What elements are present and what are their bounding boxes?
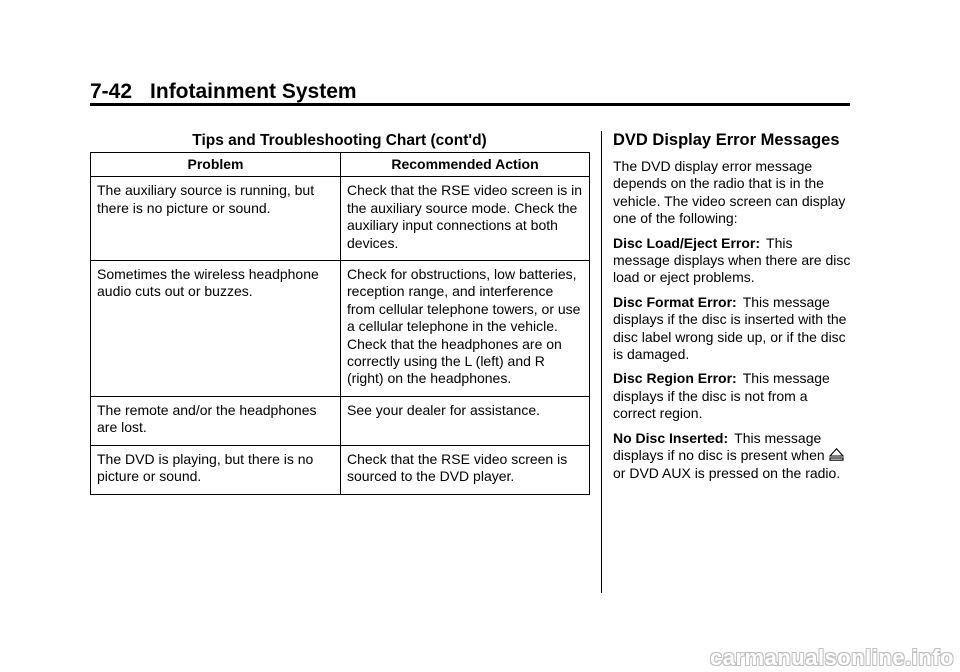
error-item — [613, 430, 853, 482]
action-cell: Check for obstructions, low batteries, reception range, and interference from cellular telephone towers, or use a cellular telephone in the vehicle. Check that the headphones are on correctly using the L (left) and R (right) on the headphones. — [341, 261, 590, 397]
section-heading: DVD Display Error Messages — [613, 131, 840, 149]
table-row — [91, 396, 590, 445]
action-cell: See your dealer for assistance. — [341, 396, 590, 445]
table-row — [91, 261, 590, 397]
error-label: Disc Load/Eject Error: — [613, 234, 761, 251]
page-header — [90, 80, 357, 104]
section-title: Infotainment System — [150, 80, 357, 103]
problem-cell: The DVD is playing, but there is no picture or sound. — [91, 445, 341, 494]
action-cell: Check that the RSE video screen is in the auxiliary source mode. Check the auxiliary input connections at both devices. — [341, 177, 590, 261]
problem-cell: The remote and/or the headphones are lost. — [91, 396, 341, 445]
error-item — [613, 294, 853, 364]
header-rule — [90, 103, 850, 106]
error-text: This message displays if the disc is not from a correct region. — [613, 370, 830, 422]
table-row — [91, 445, 590, 494]
troubleshooting-table — [90, 152, 590, 495]
problem-cell: Sometimes the wireless headphone audio cuts out or buzzes. — [91, 261, 341, 397]
action-cell: Check that the RSE video screen is sourced to the DVD player. — [341, 445, 590, 494]
error-text: This message displays if the disc is inserted with the disc label wrong side up, or if the disc is damaged. — [613, 293, 847, 363]
watermark: carmanualsonline.info — [710, 645, 954, 670]
error-item — [613, 370, 853, 422]
table-row — [91, 177, 590, 261]
column-header-action: Recommended Action — [341, 153, 590, 177]
column-header-problem: Problem — [91, 153, 341, 177]
table-header-row — [91, 153, 590, 177]
intro-paragraph: The DVD display error message depends on the radio that is in the vehicle. The video screen can display one of the following: — [613, 158, 846, 227]
page-number: 7-42 — [90, 80, 133, 103]
error-text-continued: or DVD AUX is pressed on the radio. — [613, 464, 841, 481]
problem-cell: The auxiliary source is running, but there is no picture or sound. — [91, 177, 341, 261]
dvd-errors-section — [613, 130, 853, 489]
error-label: Disc Format Error: — [613, 293, 737, 310]
error-label: No Disc Inserted: — [613, 429, 729, 446]
error-item — [613, 235, 853, 287]
chart-title: Tips and Troubleshooting Chart (cont'd) — [192, 132, 487, 149]
error-text: This message displays if no disc is present when — [613, 429, 825, 464]
error-label: Disc Region Error: — [613, 370, 737, 387]
column-divider — [601, 131, 602, 593]
error-text: This message displays when there are disc load or eject problems. — [613, 234, 851, 286]
eject-icon — [829, 448, 844, 461]
